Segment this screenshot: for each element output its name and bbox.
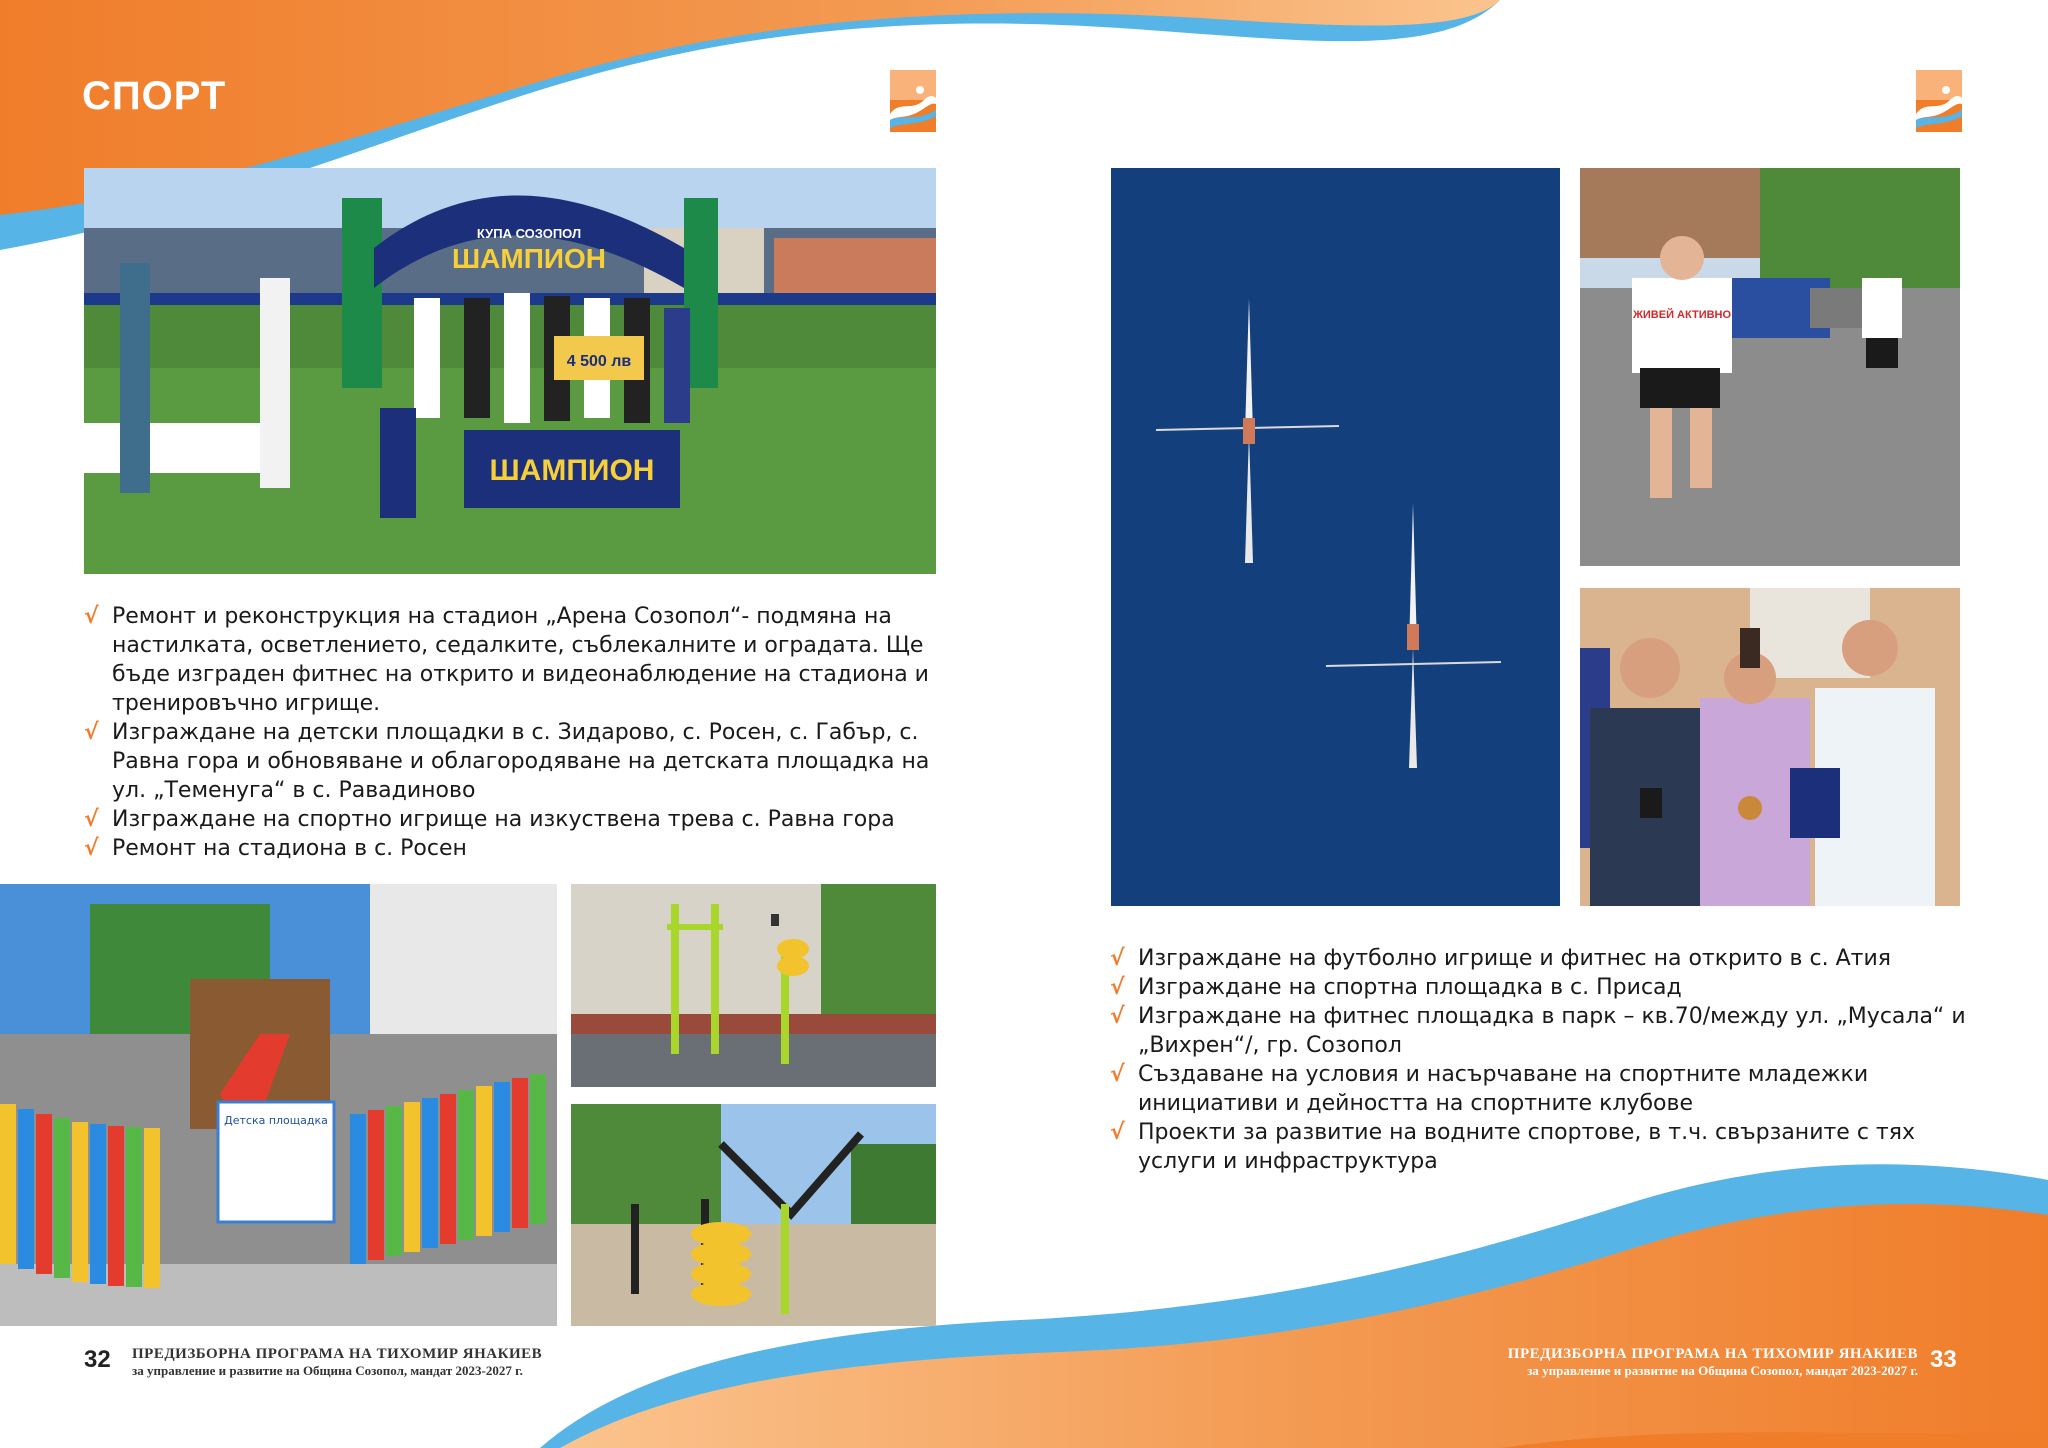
- cheque-text: 4 500 лв: [566, 353, 632, 370]
- footer-left: [132, 1346, 542, 1379]
- checkmark-icon: √: [84, 836, 99, 861]
- photo-outdoor-fitness-2: [571, 1104, 936, 1326]
- footer-right-line1: ПРЕДИЗБОРНА ПРОГРАМА НА ТИХОМИР ЯНАКИЕВ: [1507, 1346, 1918, 1362]
- footer-right-line2: за управление и развитие на Община Созопол, мандат 2023-2027 г.: [1527, 1363, 1918, 1378]
- footer-right: [1508, 1346, 1918, 1379]
- svg-text:ШАМПИОН: ШАМПИОН: [489, 454, 655, 487]
- list-item: √ Изграждане на детски площадки в с. Зидарово, с. Росен, с. Габър, с. Равна гора и обновяване и облагородяване на детската площадка на ул. „Теменуга“ в с. Равадиново: [84, 720, 930, 803]
- checkmark-icon: √: [1110, 1004, 1125, 1029]
- checkmark-icon: √: [1110, 946, 1125, 971]
- checkmark-icon: √: [1110, 975, 1125, 1000]
- checkmark-icon: √: [84, 807, 99, 832]
- left-bullet-list: [84, 602, 954, 863]
- photo-playground: [0, 884, 557, 1326]
- list-item: √ Ремонт на стадиона в с. Росен: [84, 836, 467, 861]
- wave-logo-icon: [1916, 70, 1962, 132]
- wave-logo-icon: [890, 70, 936, 132]
- runner-shirt-text: ЖИВЕЙ АКТИВНО: [1632, 309, 1732, 321]
- list-item: √ Изграждане на футболно игрище и фитнес на открито в с. Атия: [1110, 946, 1891, 971]
- photo-football-champions: [84, 168, 936, 574]
- right-bullet-list: [1110, 944, 1990, 1176]
- footer-left-line2: за управление и развитие на Община Созопол, мандат 2023-2027 г.: [132, 1363, 523, 1378]
- list-item: √ Създаване на условия и насърчаване на спортните младежки инициативи и дейността на спортните клубове: [1110, 1062, 1869, 1116]
- page-number-right: 33: [1930, 1346, 1957, 1373]
- checkmark-icon: √: [1110, 1062, 1125, 1087]
- page-number-left: 32: [84, 1346, 111, 1373]
- photo-award-ceremony: [1580, 588, 1960, 906]
- checkmark-icon: √: [84, 604, 99, 629]
- checkmark-icon: √: [1110, 1120, 1125, 1145]
- playground-sign-text: Детска площадка: [224, 1114, 328, 1127]
- list-item: √ Изграждане на спортно игрище на изкуствена трева с. Равна гора: [84, 807, 895, 832]
- arch-sub-text: КУПА СОЗОПОЛ: [476, 226, 582, 241]
- checkmark-icon: √: [84, 720, 99, 745]
- list-item: √ Проекти за развитие на водните спортове, в т.ч. свързаните с тях услуги и инфраструктура: [1110, 1120, 1915, 1174]
- photo-outdoor-fitness-1: [571, 884, 936, 1087]
- photo-runners: [1580, 168, 1960, 566]
- list-item: √ Изграждане на фитнес площадка в парк – кв.70/между ул. „Мусала“ и „Вихрен“/, гр. Созопол: [1110, 1004, 1966, 1058]
- footer-left-line1: ПРЕДИЗБОРНА ПРОГРАМА НА ТИХОМИР ЯНАКИЕВ: [132, 1346, 543, 1362]
- list-item: √ Изграждане на спортна площадка в с. Присад: [1110, 975, 1682, 1000]
- photo-rowing: [1111, 168, 1560, 906]
- page-title: СПОРТ: [82, 74, 227, 118]
- arch-banner-text: ШАМПИОН: [452, 243, 606, 274]
- list-item: √ Ремонт и реконструкция на стадион „Арена Созопол“- подмяна на настилката, осветлението, седалките, съблекалните и оградата. Ще бъде изграден фитнес на открито и видеонаблюдение на стадиона и тренировъчно игрище.: [84, 604, 929, 716]
